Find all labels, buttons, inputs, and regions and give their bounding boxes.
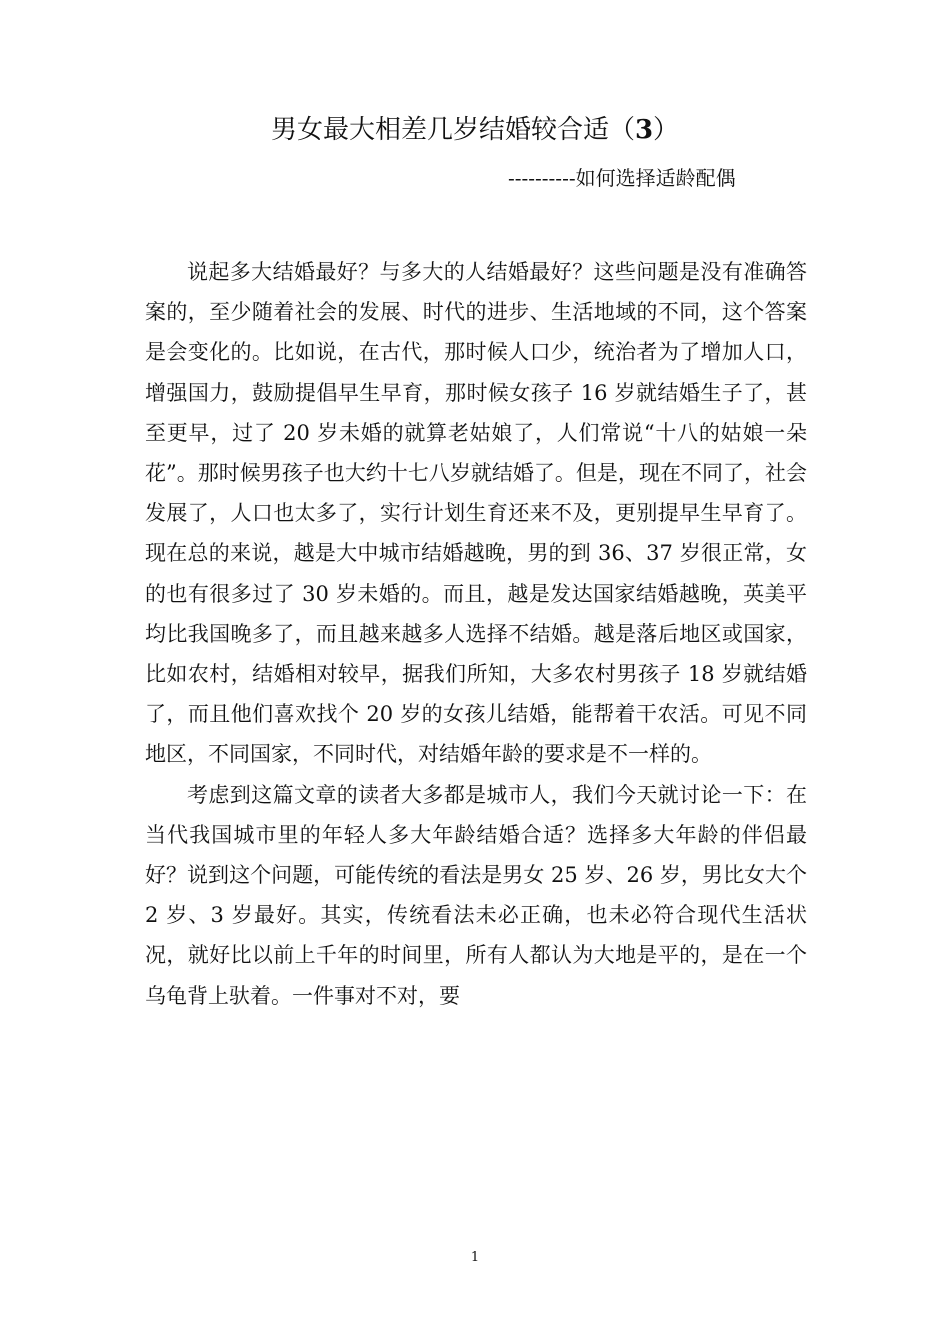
- page-number: 1: [470, 1250, 480, 1265]
- paragraph-1: 说起多大结婚最好？与多大的人结婚最好？这些问题是没有准确答案的，至少随着社会的发展、时代的进步、生活地域的不同，这个答案是会变化的。比如说，在古代，那时候人口少，统治者为了增加人口，增强国力，鼓励提倡早生早育，那时候女孩子 16 岁就结婚生子了，甚至更早，过了 20 岁未婚的就算老姑娘了，人们常说“十八的姑娘一朵花”。那时候男孩子也大约十七八岁就结婚了。但是，现在不同了，社会发展了，人口也太多了，实行计划生育还来不及，更别提早生早育了。现在总的来说，越是大中城市结婚越晚，男的到 36、37 岁很正常，女的也有很多过了 30 岁未婚的。而且，越是发达国家结婚越晚，英美平均比我国晚多了，而且越来越多人选择不结婚。越是落后地区或国家，比如农村，结婚相对较早，据我们所知，大多农村男孩子 18 岁就结婚了，而且他们喜欢找个 20 岁的女孩儿结婚，能帮着干农活。可见不同地区，不同国家，不同时代，对结婚年龄的要求是不一样的。: [145, 260, 807, 767]
- title-close-paren: ）: [653, 115, 680, 145]
- title-volume-number: 3: [634, 115, 654, 145]
- title-main-text: 男女最大相差几岁结婚较合适（: [270, 115, 635, 145]
- document-title: [0, 110, 950, 150]
- document-body: [145, 252, 807, 1016]
- paragraph-2: 考虑到这篇文章的读者大多都是城市人，我们今天就讨论一下：在当代我国城市里的年轻人多大年龄结婚合适？选择多大年龄的伴侣最好？说到这个问题，可能传统的看法是男女 25 岁、26 岁，男比女大个 2 岁、3 岁最好。其实，传统看法未必正确，也未必符合现代生活状况，就好比以前上千年的时间里，所有人都认为大地是平的，是在一个乌龟背上驮着。一件事对不对，要: [145, 782, 807, 1008]
- document-subtitle: ----------如何选择适龄配偶: [508, 166, 736, 190]
